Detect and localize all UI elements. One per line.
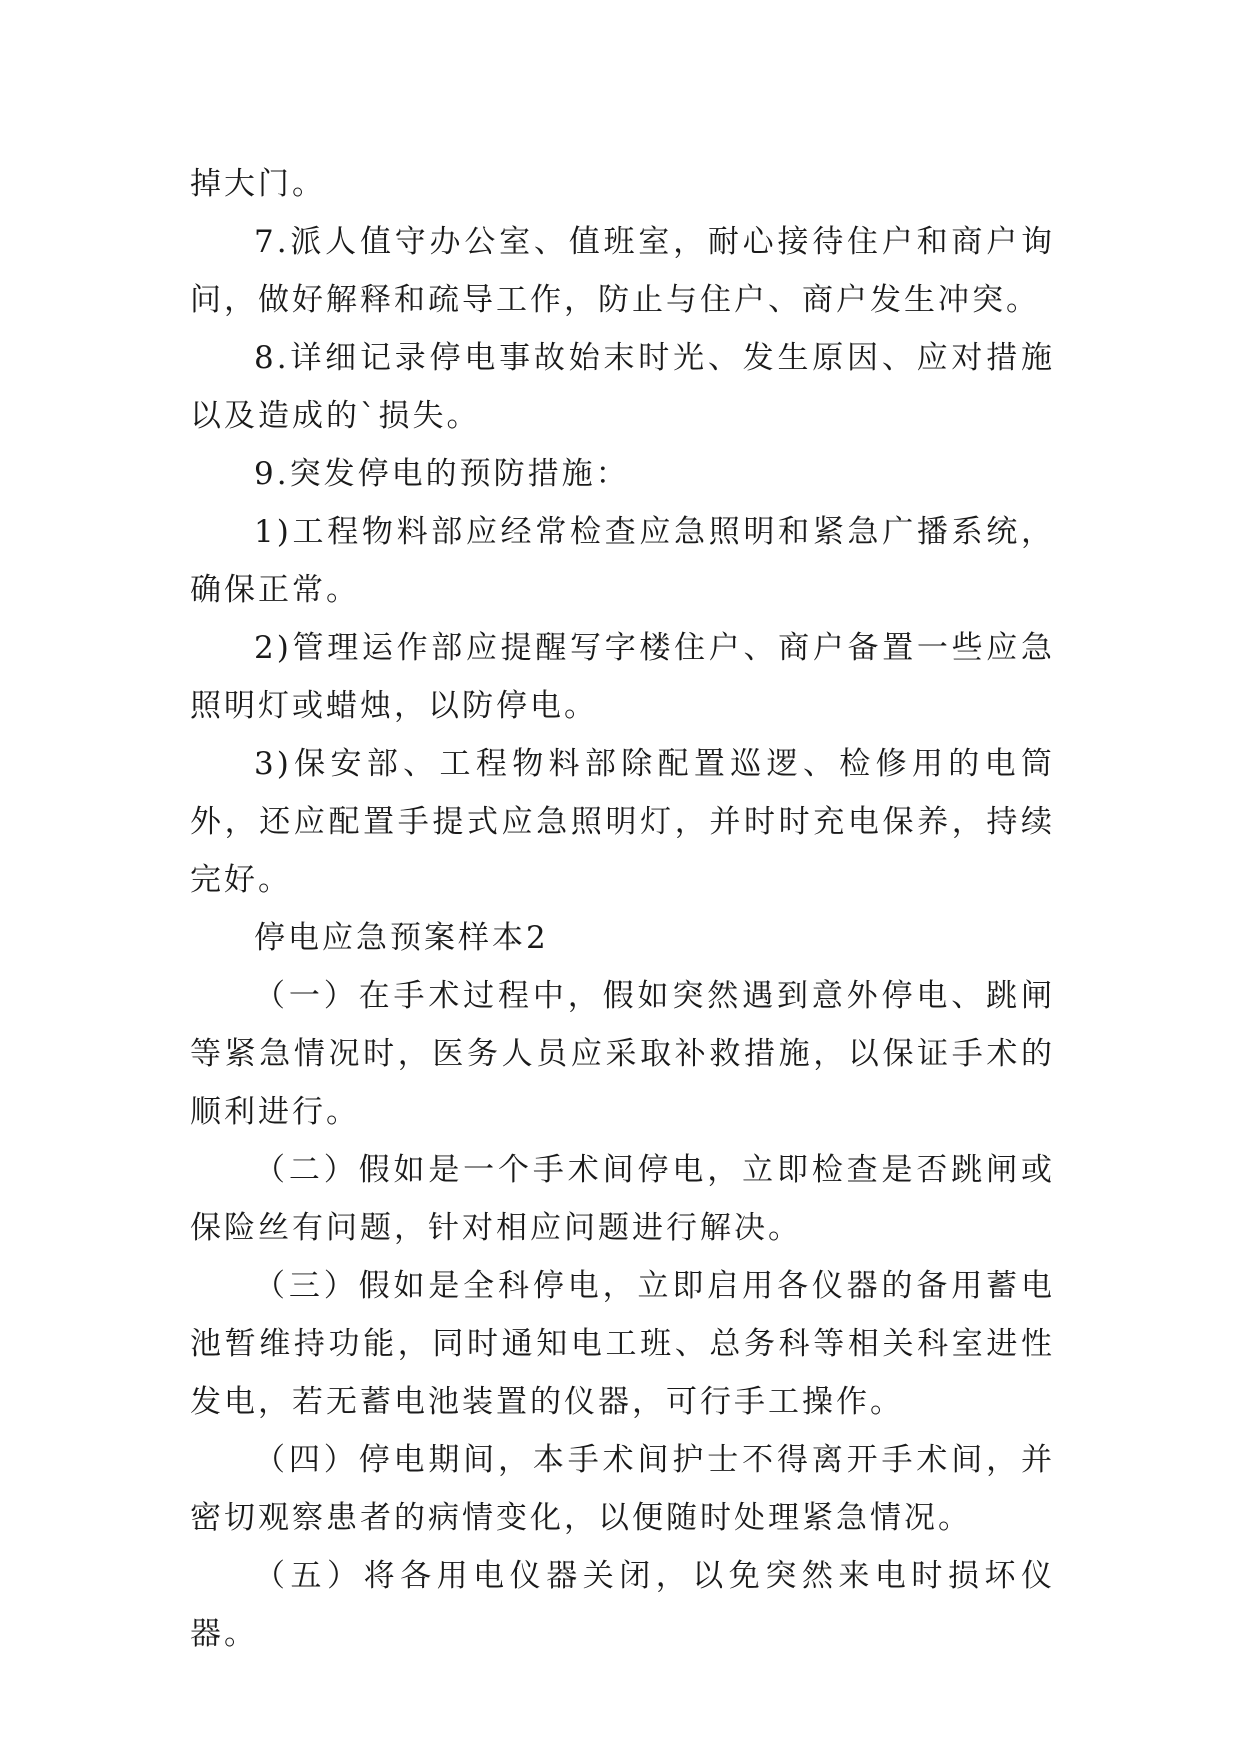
paragraph: 7.派人值守办公室、值班室，耐心接待住户和商户询问，做好解释和疏导工作，防止与住户、商户发生冲突。	[190, 224, 1055, 318]
paragraph: （四）停电期间，本手术间护士不得离开手术间，并密切观察患者的病情变化，以便随时处理紧急情况。	[190, 1442, 1055, 1536]
section-heading: 停电应急预案样本2	[254, 920, 549, 956]
paragraph: （五）将各用电仪器关闭，以免突然来电时损坏仪器。	[190, 1558, 1055, 1652]
paragraph: （一）在手术过程中，假如突然遇到意外停电、跳闸等紧急情况时，医务人员应采取补救措施，以保证手术的顺利进行。	[190, 978, 1055, 1130]
paragraph: 3)保安部、工程物料部除配置巡逻、检修用的电筒外，还应配置手提式应急照明灯，并时时充电保养，持续完好。	[190, 746, 1055, 898]
paragraph: 2)管理运作部应提醒写字楼住户、商户备置一些应急照明灯或蜡烛，以防停电。	[190, 630, 1055, 724]
paragraph: （二）假如是一个手术间停电，立即检查是否跳闸或保险丝有问题，针对相应问题进行解决。	[190, 1152, 1055, 1246]
paragraph: 1)工程物料部应经常检查应急照明和紧急广播系统，确保正常。	[190, 514, 1055, 608]
paragraph: 掉大门。	[190, 166, 326, 202]
document-body	[190, 155, 1055, 1663]
paragraph: 9.突发停电的预防措施：	[254, 456, 630, 492]
paragraph: （三）假如是全科停电，立即启用各仪器的备用蓄电池暂维持功能，同时通知电工班、总务科等相关科室进性发电，若无蓄电池装置的仪器，可行手工操作。	[190, 1268, 1055, 1420]
paragraph: 8.详细记录停电事故始末时光、发生原因、应对措施以及造成的`损失。	[190, 340, 1055, 434]
